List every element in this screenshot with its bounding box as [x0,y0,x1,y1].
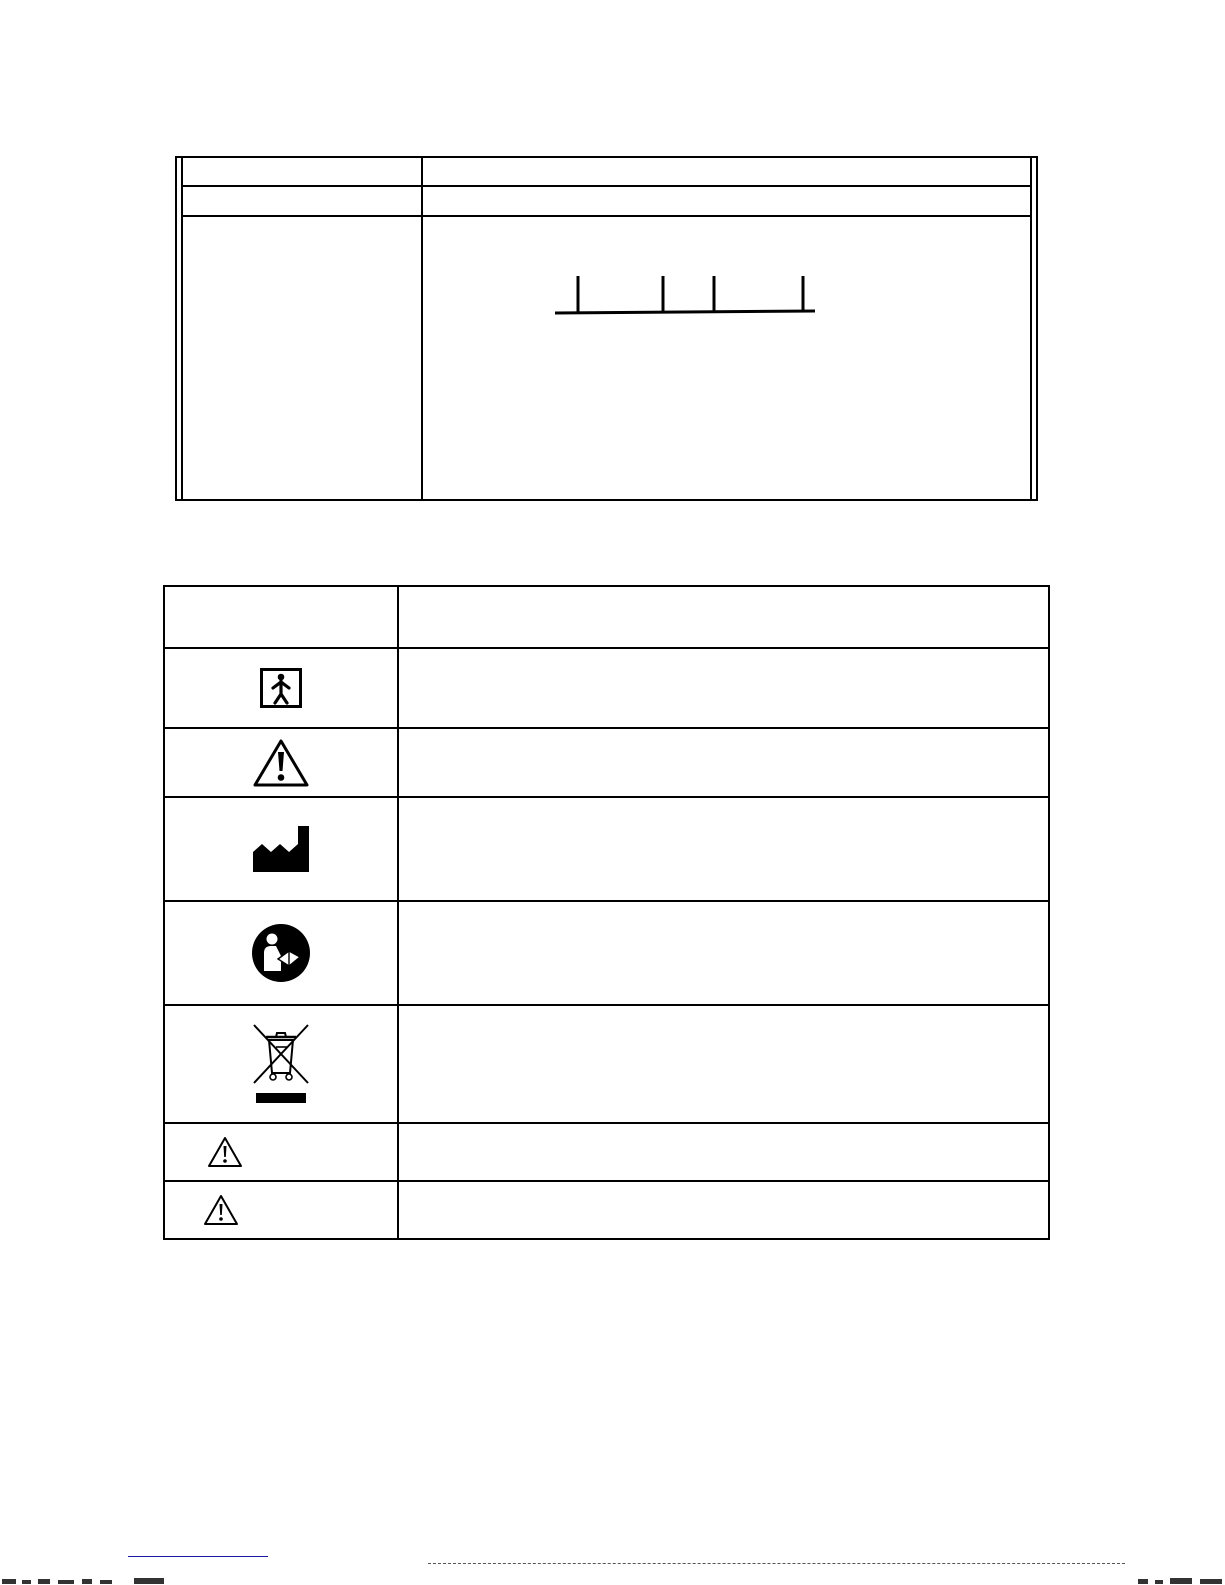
symbols-header-description [415,587,1032,647]
symbol-description [415,902,1032,1004]
symbol-description [415,729,1032,796]
read-manual-icon [251,923,311,983]
type-bf-applied-part-icon [260,668,302,708]
weee-crossed-bin-icon [250,1023,312,1105]
symbol-description [415,1006,1032,1122]
symbol-description [415,649,1032,727]
symbol-cell [165,729,397,796]
tick-scale-diagram [550,270,820,320]
spec-table-row-divider [183,215,1030,217]
caution-small-icon [207,1136,243,1168]
spec-table-row-divider [183,185,1030,187]
symbols-table [163,585,1050,1240]
symbol-cell [165,1124,397,1180]
symbols-table-column-divider [397,587,399,1238]
symbols-header-symbol [165,587,397,647]
symbol-cell [165,649,397,727]
manufacturer-icon [252,826,310,872]
symbol-cell [165,798,397,900]
symbol-description [415,1182,1032,1238]
warning-triangle-icon [252,738,310,788]
caution-small-icon [203,1194,239,1226]
symbol-description [415,798,1032,900]
footer-dashed-rule [428,1563,1125,1565]
spec-table [175,156,1038,501]
symbol-cell [165,902,397,1004]
symbol-cell [165,1182,397,1238]
spec-table-inner-border [181,158,1032,499]
symbol-cell [165,1006,397,1122]
footer-link-underline [128,1556,268,1557]
spec-table-column-divider [421,156,423,501]
scale-baseline [555,311,815,313]
symbol-description [415,1124,1032,1180]
footer-text-fragments [0,1576,1225,1585]
